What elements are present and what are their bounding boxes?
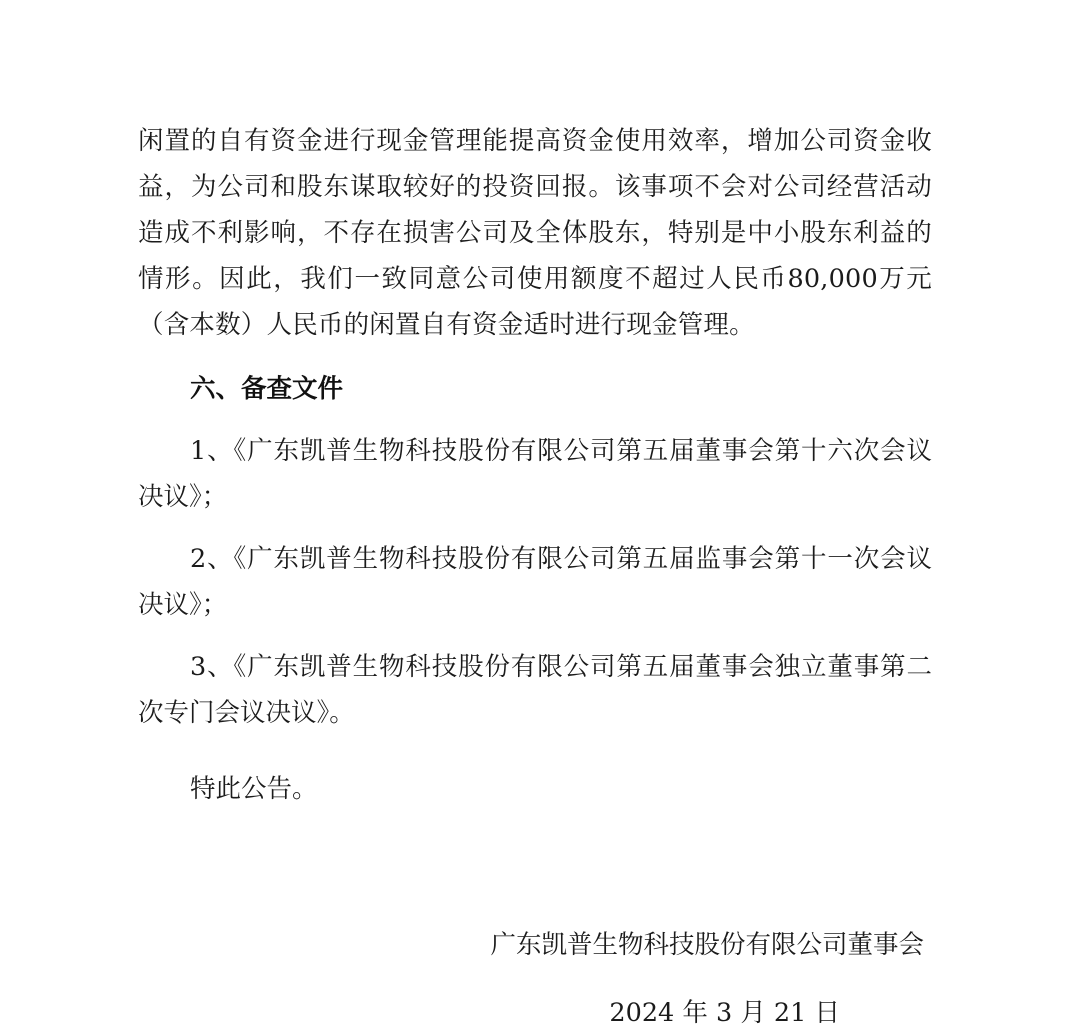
list-item: 3、《广东凯普生物科技股份有限公司第五届董事会独立董事第二次专门会议决议》。	[138, 652, 932, 728]
body-paragraph: 闲置的自有资金进行现金管理能提高资金使用效率，增加公司资金收益，为公司和股东谋取较好的投资回报。该事项不会对公司经营活动造成不利影响，不存在损害公司及全体股东，特别是中小股东利益的情形。因此，我们一致同意公司使用额度不超过人民币80,000万元（含本数）人民币的闲置自有资金适时进行现金管理。	[138, 126, 932, 340]
notice-text: 特此公告。	[190, 774, 318, 804]
signature-date: 2024 年 3 月 21 日	[609, 998, 840, 1028]
signature-company: 广东凯普生物科技股份有限公司董事会	[490, 930, 924, 960]
section-heading-reference-documents: 六、备查文件	[190, 374, 344, 404]
signature-block	[138, 922, 932, 1036]
list-item: 2、《广东凯普生物科技股份有限公司第五届监事会第十一次会议决议》；	[138, 544, 932, 620]
list-item: 1、《广东凯普生物科技股份有限公司第五届董事会第十六次会议决议》；	[138, 436, 932, 512]
